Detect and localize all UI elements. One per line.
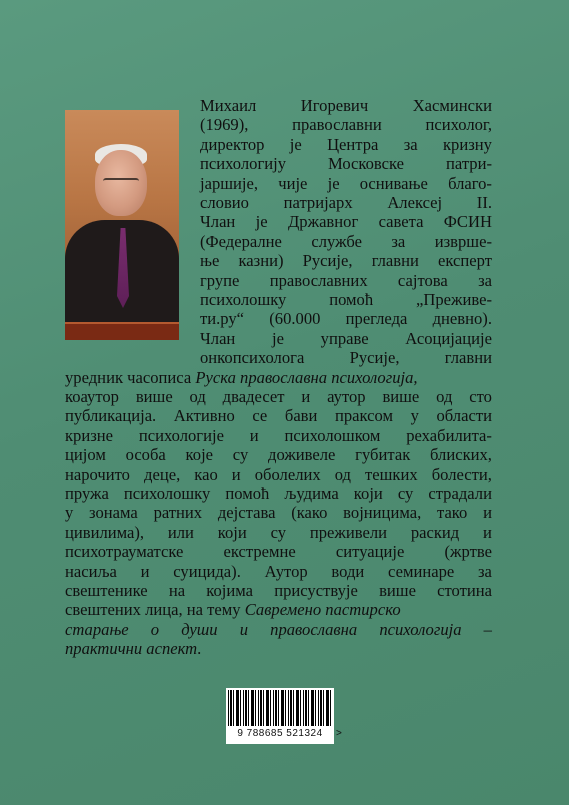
bio-line: (1969), православни психолог, [200, 115, 492, 134]
bio-line: пружа психолошку помоћ људима који су страдали [65, 484, 492, 503]
bio-line: практични аспект . [65, 639, 202, 658]
bio-line: ти.ру“ (60.000 прегледа дневно). [200, 309, 492, 328]
bio-line: цивилима), или који су преживели раскид и [65, 523, 492, 542]
bio-line: онкопсихолога Русије, главни [200, 348, 492, 367]
bio-line: јаршије, чије је оснивање благо- [200, 174, 492, 193]
bio-line: словио патријарх Алексеј II. [200, 193, 492, 212]
barcode-bars [228, 690, 332, 726]
bio-line: старање о души и православна психологија – [65, 620, 492, 639]
bio-line: психотрауматске екстремне ситуације (жртве [65, 542, 492, 561]
bio-line: групе православних сајтова за [200, 271, 492, 290]
bio-line: ње казни) Русије, главни експерт [200, 251, 492, 270]
bio-line: свештених лица, на тему Савремено пастирско [65, 600, 401, 619]
bio-line: Члан је управе Асоцијације [200, 329, 492, 348]
bio-line: публикација. Активно се бави праксом у области [65, 406, 492, 425]
bio-line: кризне психологије и психолошком рехабилита- [65, 426, 492, 445]
barcode-number: 9 788685 521324 [237, 728, 323, 739]
bio-line: уредник часописа Руска православна психологија, [65, 368, 418, 387]
bio-line: нарочито деце, као и оболелих од тешких болести, [65, 465, 492, 484]
seminar-title-end: практични аспект [65, 639, 198, 658]
bio-line: психолошку помоћ „Преживе- [200, 290, 492, 309]
isbn-barcode [226, 688, 334, 744]
seminar-title: Савремено пастирско [244, 600, 401, 619]
bio-line: насиља и суицида). Аутор води семинаре за [65, 562, 492, 581]
bio-line: директор је Центра за кризну [200, 135, 492, 154]
bio-line: (Федералне службе за изврше- [200, 232, 492, 251]
bio-line: коаутор више од двадесет и аутор више од сто [65, 387, 492, 406]
bio-line: цијом особа које су доживеле губитак блиских, [65, 445, 492, 464]
journal-title: Руска православна психологија, [195, 368, 418, 387]
bio-line: Михаил Игоревич Хасмински [200, 96, 492, 115]
bio-line: свештенике на којима присуствује више стотина [65, 581, 492, 600]
barcode-arrow: > [336, 728, 342, 739]
bio-line: психологију Московске патри- [200, 154, 492, 173]
bio-line: у зонама ратних дејстава (како војницима, тако и [65, 503, 492, 522]
bio-line: Члан је Државног савета ФСИН [200, 212, 492, 231]
author-bio [0, 96, 569, 658]
